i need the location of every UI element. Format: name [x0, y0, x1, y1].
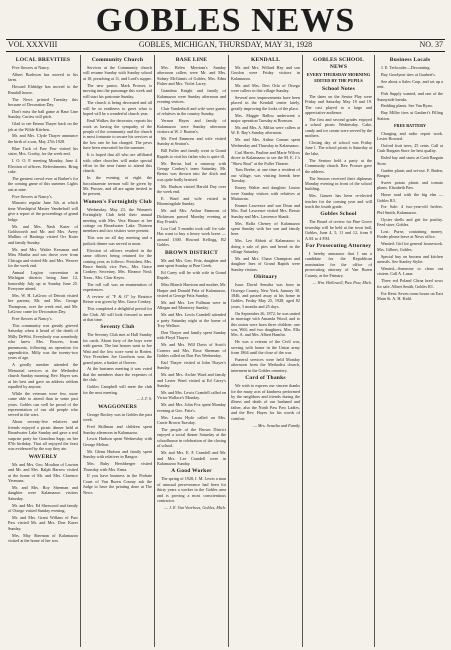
article-paragraph: Mr. and Mrs. Arthur Emmons of Dickinson passed Monday evening at Roy Frank's. [157, 208, 226, 225]
article-paragraph: He was a veteran of the Civil war, serving with honor in the Union army from 1864 until the close of the war. [231, 339, 300, 356]
article-paragraph: Clair Vanderhoff and wife were guests of relatives in the country Sunday. [157, 105, 226, 117]
dateline [6, 40, 445, 50]
section-caption: EDITED BY THE PUPILS [314, 78, 363, 84]
article-paragraph: Mr. and Mrs. A. Milius were callers at W. E. Bay's Sunday afternoon. [231, 125, 300, 136]
article-paragraph: The church is being decorated and all will be in readiness to greet what is hoped will be a wonderful church year. [83, 100, 152, 117]
columns [6, 55, 445, 647]
article-paragraph: Several new improvements have been placed in the Kendall center lately, greatly improving the looks of the place. [231, 95, 300, 111]
article-heading: GOBLES SCHOOL NEWS [313, 57, 364, 70]
article-paragraph: Carl Harris, Pauline and Marie Wilcox drove to Kalamazoo to see the M. E. J.'s "Show Boat" at the Fuller Theatre. [231, 149, 300, 166]
article-paragraph: Howard Eldridge has moved to the Randall house. [8, 84, 78, 95]
masthead-rule-bottom [6, 51, 445, 52]
article-paragraph: Don Thayer and family spent Sunday with Floyd Thayer. [157, 329, 226, 341]
article-paragraph: Fred Skillman and children spent Sunday afternoon in Kalamazoo. [83, 424, 152, 435]
article-paragraph: The first and second grades enjoyed a school picnic Wednesday. Cake, candy and ice cream were served by the mothers. [305, 116, 372, 139]
article-paragraph: The Seniors held a party at the Community church. Rev. Prosser gave the address. [305, 157, 372, 174]
article-paragraph: Mr. and Mrs. Roy Sherman and daughter were Kalamazoo visitors Saturday. [8, 484, 78, 501]
article-paragraph: Tom Beebe, at one time a resident of our village, was visiting friends here Tuesday. [231, 167, 300, 184]
column-3 [154, 55, 228, 647]
article-heading: Gobles School [320, 211, 357, 218]
article-heading: KENDALL [250, 57, 281, 63]
article-paragraph: On September 26, 1872, he was united in marriage with Amanda Wood, and to this union were born three children: one son, Will; and two daughters, Mrs. Ella Mrs. A. and Mrs. Albert Hamlin. [231, 310, 300, 338]
article-paragraph: Five flowers at Nancy. [12, 65, 50, 70]
article-paragraph: It is hoped that all who are affiliated with other churches will make special effort in the near future to attend this church. [83, 152, 152, 174]
article-paragraph: Grandma Knight and family of Kalamazoo were Sunday afternoon and evening visitors. [157, 88, 226, 104]
article-paragraph: Mrs. Helen Merriam's Sunday afternoon callers were Mr. and Mrs. Sidney McGinnis of Gobles, Mrs. Edna Fisher and Mrs. Violet Lacey. [157, 65, 226, 87]
article-paragraph: Buy Goodyear tires at Gaubert's. [381, 71, 436, 77]
article-heading: For Prosecuting Attorney [305, 243, 372, 250]
article-paragraph: Blue Tuck of Paw Paw visited his sister, Mrs. Crosby, for the week end. [8, 145, 78, 157]
article-paragraph: Horse road with the big elm — Gobles R3. [377, 192, 443, 203]
article-paragraph: Mr. and Mrs. Archie Ward and family and Lester Ward visited at Ed Carey's Sunday. [157, 372, 226, 389]
article-paragraph: The roll call was an enumeration of experiences. [83, 281, 152, 293]
article-paragraph: For Sale: 4 two-year-old heifers. Phil Smith, Kalamazoo. [377, 204, 443, 215]
article-paragraph: Garden plants and set-out. F. Baden, Bangor. [377, 167, 443, 178]
article-paragraph: The people of the Brown District enjoyed a social dinner Saturday at the schoolhouse in celebration of the closing of school. [157, 426, 226, 449]
article-paragraph: Five flowers at Nancy's. [12, 193, 53, 199]
article-heading: Obituary [253, 274, 278, 281]
article-paragraph: Mr. Hudson visited Harold Day over the week end. [157, 183, 226, 195]
article-paragraph: Mr. and Mrs. Lee Fullman were in Allegan and Monterey Sunday. [157, 299, 226, 311]
article-paragraph: Mr. and Mrs. Grant Wilkins of Paw Paw visited Mr. and Mrs. Dorr Kazer Sunday. [8, 514, 78, 531]
column-6 [374, 55, 445, 647]
article-paragraph: Services at the Community church will resume Sunday with Sunday school at 10, preaching at 11, and Lord's supper. [83, 65, 152, 81]
article-paragraph: This community was greatly grieved Saturday when it heard of the death of Milly DeWitt. Everybody was somebody who knew Mrs. Bowers, from pneumonia, following an operation for appendicitis. Milly was the twenty-two years of age. [8, 322, 78, 361]
article-paragraph: Mr. and Mrs. Nash Kuter of Goldsworth and Mr. and Mrs. Avery Mullins of Hastings visited Orr Kuter and family Sunday. [8, 223, 78, 245]
article-paragraph: E. Ward and wife visited in Bloomingdale Sunday. [157, 195, 226, 207]
article-paragraph: Mr. and Mrs. Walter Kessman and Miss Martha and son drove over from Chicago and visited Mr. and Mrs. Weaver for the week end. [8, 246, 78, 268]
article-signature: — Wm. Hollowell, Paw Paw, Mich. [312, 279, 372, 285]
article-paragraph: Mrs. Maggie Ballou underwent a major operation Tuesday at Bronson. [231, 112, 300, 124]
article-paragraph: In the evening at eight the baccalaureate sermon will be given by Mr. Prosser, and all are again invited to be present. [83, 175, 152, 197]
article-heading: BASE LINE [175, 57, 208, 63]
article-paragraph: Don't miss the ball game at Base Line Sunday. Curtiss will pitch. [8, 108, 78, 120]
article-paragraph: Mr. and Mrs. Lewis Crandell called on Victor Wallace's Monday. [157, 390, 226, 401]
article-paragraph: Buy Miller tires at Gaubert's Filling Station. [377, 110, 443, 121]
article-paragraph: Election of officers resulted in the same officers being retained for the coming year, as follows: President, Mrs. Bruce Smith; vice Pres., Mrs. Grace Conkey; Secretary, Mrs. Eleanor Neal; Treas., Mrs. Clair Keyes. [83, 247, 152, 280]
article-paragraph: At the business meeting it was voted that the members share the expenses of the club. [83, 366, 152, 383]
article-paragraph: Glad to see Emma Thayer back on the job at the Wilde Kitchen. [8, 121, 78, 132]
article-paragraph: Mr. Glenn Hudson and family spent Sunday with relatives in Bangor. [83, 448, 152, 460]
article-heading: WAVERLY [28, 453, 58, 460]
article-paragraph: Mr. and Mrs. Chase Champion and daughter Ines of Grand Rapids were Sunday visitors. [231, 256, 300, 272]
article-paragraph: Mr. and Mrs. E. F. Crandell and Mr. and Mrs. Lee Crandell were in Kalamazoo Sunday. [157, 450, 226, 466]
article-paragraph: Bedding plants. See Van Ryan. [381, 103, 433, 109]
article-paragraph: Mr. and Mrs. Ed Sherwood and family of Otsego visited Sunday evening. [8, 502, 78, 514]
issue-number: NO. 37 [419, 40, 443, 49]
article-paragraph: Mrs. Ganzer has been re-elected teacher for the coming year and will teach the fourth grade. [305, 193, 372, 210]
article-paragraph: Mrs. W. H. LaGrow of Detroit visited her parents, Mr. and Mrs. George Thompson, over the week end, and Mr. LaGrow came for Decoration Day. [8, 292, 78, 315]
article-heading: BROWN DISTRICT [165, 249, 218, 256]
article-paragraph: Emery Walter and daughter Louise were Sunday visitors with relatives at Mattawan. [231, 185, 300, 201]
article-paragraph: This was on all day meeting and a potluck dinner was served at noon. [83, 235, 152, 246]
article-paragraph: Annual Legion convention in Michigan districts being June 12, honorably July up to Sunday June 25. Everyone attend. [8, 269, 78, 292]
article-paragraph: The greatest crowd ever at Barber's for the coming game of this summer. Lights out at nine. [8, 175, 78, 192]
article-paragraph: Mr. and Mrs. Clyde Thayer announce the birth of a son, May 27th 1928. [8, 133, 78, 144]
article-signature: — L.T. S. [136, 396, 152, 402]
article-heading: Seventy Club [100, 324, 135, 331]
article-paragraph: Mr. and Mrs. Lewis Crandell attended a party Saturday night at the home of Troy Wallace. [157, 312, 226, 329]
article-signature: — J. E. Van Voorhees, Gobles, Mich. [164, 504, 226, 510]
article-paragraph: Wanted—Someone to clean out cistern. Call A. Lazar. [377, 266, 443, 277]
article-paragraph: Mrs. May Sherman of Kalamazoo visited at the home of her son. [8, 532, 78, 544]
column-4 [228, 55, 302, 647]
article-paragraph: Mr. and Mrs. John Fox spent Monday evening at Geo. Fritz's. [157, 402, 226, 413]
article-paragraph: Earl Thayer visited at John Thayer's Sunday. [157, 360, 226, 371]
article-paragraph: Mr. and Mrs. Will Davis of Scott's Corners and Mrs. Rose Sherman of Gobles called on Don Fox Wednesday. [157, 342, 226, 359]
article-paragraph: Charging and radio repair work. Lester Howard. [377, 130, 443, 141]
article-paragraph: George Rockey was in Gobles the past week. [83, 411, 152, 423]
article-paragraph: Mrs. Leo Abbott of Kalamazoo is doing a sale of pies and bread in the village Saturday. [231, 238, 300, 255]
article-paragraph: A review of "F & O" by Beatrice Reiser was given by Mrs. Grace Conkey. [83, 293, 152, 305]
article-paragraph: Wanted: Girl for general housework. Mrs. Gilbert, Gobles. [377, 241, 443, 252]
article-paragraph: Isaac David Sensiba was born in Oswego County, New York, January 30, 1846, and passed away at his home in Gobles, Friday May 25, 1928, aged 82 years, 3 months and 25 days. [231, 282, 300, 309]
article-heading: Business Locals [389, 57, 431, 63]
article-paragraph: Oxford fruit trees, 25 cents. Call at Cash Bargain Store for best quality. [377, 142, 443, 154]
volume-number: VOL XXXVIII [8, 40, 58, 49]
article-paragraph: Gobles Campbell will meet the club for the next meeting. [83, 384, 152, 395]
article-paragraph: The Seniors received their diplomas Monday evening in front of the school building. [305, 175, 372, 192]
article-paragraph: The News printed Tuesday this because of Decoration Day. [8, 96, 78, 107]
article-paragraph: Masonic regular June 5th, at which time Worshipful Master Vanderhoff will give a report of the proceedings of grand lodge. [8, 200, 78, 222]
column-2 [80, 55, 154, 647]
article-paragraph: If you have business in the Probate Court of Van Buren County ask the Judge to have the printing done at The News. [83, 473, 152, 495]
article-paragraph: Mr. and Mrs. Geo. Fritz, daughter and aunt spent Sunday at Pine Creek. [157, 257, 226, 268]
article-paragraph: The new pastor, Mark Prosser, is moving into the parsonage this week and will start his pastorate Sunday. [83, 82, 152, 99]
column-5 [302, 55, 374, 647]
article-paragraph: Emil Walker, the decorator, reports his work as having the sympathy of the people of the community and the church is most fortunate to secure his services at the low rate he has charged. The pews have been renovated for the summer. [83, 118, 152, 151]
article-paragraph: See about a Sales Corp. and set up a rent. [377, 78, 443, 90]
section-subheading: EVERY THURSDAY MORNING [306, 72, 371, 77]
article-paragraph: Mr. and Mrs. Willard Hay and son Gordon were Friday visitors in Kalamazoo. [231, 65, 300, 81]
article-paragraph: We wish to express our sincere thanks for the many acts of kindness performed by the neighbors and friends during the illness and death of our husband and father, also the North Paw Paw Ladies, and the Rev. Hayes for his words of comfort. [231, 383, 300, 421]
article-signature: — Mrs. Sensiba and Family [253, 422, 300, 428]
column-1 [6, 55, 80, 647]
article-paragraph: While the veterans were few, more came able to attend than in some past years. Gobles can well be proud of the representation of our old people who served in the wars. [8, 390, 78, 418]
article-paragraph: Fish Supply wanted, and one of the Sunnyside breaks. [377, 91, 443, 102]
place-and-date: GOBLES, MICHIGAN, THURSDAY, MAY 31, 1928 [138, 40, 313, 49]
article-paragraph: I. O. O. F. meeting Monday, June 4. Election of officers. Refreshments. Bring cake. [8, 158, 78, 174]
article-paragraph: Sweet potato plants and tomato plants. Elizabeth Paw. [377, 179, 443, 191]
article-paragraph: Funeral services were held Monday afternoon from the Methodist church, interment in the Gobles cemetery. [231, 357, 300, 373]
article-heading: School Notes [321, 85, 355, 92]
article-paragraph: The Board of review for Pine Grove township will be held at the town hall, Gobles, June 4, 5, 11 and 12, from 9 A.M. to 4 P.M. [305, 219, 372, 241]
article-paragraph: The Seventy Club met at Hall Sunday for cards. About forty of the boys were with guests. The last honors went to Joe Watt and the low score went to Rotten. Vice President Joe Goodwin won the grand prize, a basket of flowers. [83, 332, 152, 365]
article-paragraph: A goodly number attended the Memorial services at the Methodist church Sunday morning. Rev. Hayes was at his best and gave an address seldom equalled by anyone. [8, 362, 78, 389]
article-paragraph: Special buy on brooms and kitchen utensils. See Stanley Stylie. [377, 253, 443, 265]
article-paragraph: Mr. and Mrs. Arthur Coman spent Wednesday and Thursday in Kalamazoo. [231, 137, 300, 148]
article-paragraph: Mr. Fred Emmons and wife visited Sunday at Seaton's. [157, 135, 226, 147]
article-paragraph: The spring of 1928, I. M. Lewis a man of unusual perseverance had been for thirty years a worker in the Gobles area and is proving a most conscientious contractor. [157, 476, 226, 503]
article-paragraph: Mr. and Mrs. Geo. Moulton of Lawton and Mr. and Mrs. Ralph Harrow visited at the home of Mr. and Mrs. Clarence Yeomans. [8, 461, 78, 484]
article-paragraph: The dates on the Senior Play were Friday and Saturday May 18 and 19. The cast played to a large and appreciative audience. [305, 93, 372, 116]
article-paragraph: Vernon Hayes and family of Kalamazoo were Sunday afternoon visitors at W. J. Burton's. [157, 118, 226, 134]
article-paragraph: Three red Poland China bred sows for sale. Albert Smith, Gobles R1. [377, 278, 443, 289]
article-paragraph: I hereby announce that I am a candidate for the Republican nomination for the office of prosecuting attorney of Van Buren County, at the Primary. [305, 251, 372, 278]
article-paragraph: Miss Blanch Harrison and mother, Mr. Harper and Donald Fritz of Kalamazoo, visited at George Fritz Sunday. [157, 282, 226, 299]
article-paragraph: Lost: Purse, containing money. Finder please leave at News office. [377, 229, 443, 240]
article-paragraph: Lou Carl 5 months took calf for sale. Has want to buy a heavy work horse — around 1300. Howard Kellogg, R2 Gobles. [157, 225, 226, 248]
article-paragraph: Free flowers at Nancy's. [12, 316, 53, 322]
article-paragraph: Albert Burleson has moved to his farm. [8, 71, 78, 83]
article-paragraph: Mr. Bertus had a runaway with George Conkey's team Saturday. Mr. Bertus was thrown into the ditch and was quite badly bruised. [157, 160, 226, 182]
article-paragraph: This completed a delightful period for the Club. All will look forward to meet at that time. [83, 306, 152, 323]
article-heading: Card of Thanks [245, 375, 286, 382]
article-paragraph: Oyster shells and grit for poultry. Feed store, Gobles. [377, 216, 443, 228]
article-paragraph: Mr. and Mrs. Dert Orla of Otsego were callers in this village Sunday. [231, 82, 300, 94]
masthead-title: GOBLES NEWS [95, 2, 356, 39]
article-heading: LOCAL BREVITIES [15, 57, 71, 63]
article-paragraph: For Rent: Seven room house on East Main St. A. H. Kidd. [377, 290, 443, 302]
article-paragraph: Ed Carey will be with wife in Grand Rapids. [157, 269, 226, 281]
article-paragraph: Mrs. Laura Hyde called on Mrs. Carrie Brown Tuesday. [157, 414, 226, 426]
ad-heading: FREE BATTERY [393, 123, 426, 129]
article-heading: Community Church [91, 57, 144, 63]
article-heading: WAGGONERS [98, 403, 137, 410]
article-heading: Women's Fortnightly Club [83, 198, 152, 205]
article-paragraph: Baled hay and straw at Cash Bargain Store. [377, 155, 443, 166]
article-paragraph: Lewis Hudson spent Wednesday with George Melton. [83, 436, 152, 447]
article-paragraph: About seventy-five relatives and friends enjoyed a picnic dinner held at Broadwater Lake Sunday and gave a real surprise party for Grandma Sapp, on her 87th birthday. That all enjoyed the feast was evidenced by the way they ate. [8, 419, 78, 452]
article-paragraph: Mrs. Ruby Hershberger visited Thursday with Mrs. Erma. [83, 461, 152, 472]
article-paragraph: J. E. Teckcoder—Decorating. [381, 65, 431, 70]
article-paragraph: Emmet Lawrence and son Dean and Mrs. Earl Lawrence visited Mrs. Bessie Sunday and Mrs. Lawrence Shank. [231, 202, 300, 219]
article-paragraph: Bill Fuller and family went to Grand Rapids to visit his father who is quite ill. [157, 148, 226, 159]
article-paragraph: Mrs. Rolla Cheney of Kalamazoo spent Sunday with her son and family here. [231, 220, 300, 237]
article-paragraph: Wednesday, May 23, the Women's Fortnightly Club held their annual meeting with Mrs. Vera Hauser at her cottage on Broadwater Lake. Thirteen members and two visitors were present. [83, 206, 152, 234]
article-paragraph: Closing day of school was Friday June 1. The school picnic is Saturday at the lake. [305, 140, 372, 156]
article-heading: A Good Worker [171, 468, 212, 475]
